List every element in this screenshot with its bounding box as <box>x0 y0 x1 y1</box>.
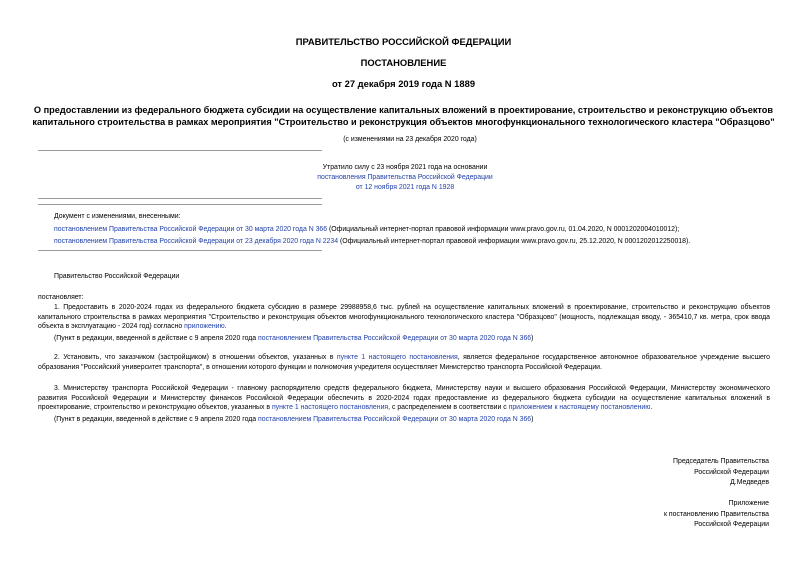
appendix-block <box>664 499 769 531</box>
divider <box>38 150 322 151</box>
divider <box>38 250 322 251</box>
revision-note: (с изменениями на 23 декабря 2020 года) <box>343 136 477 143</box>
paragraph-3-text: 3. Министерству транспорта Российской Федерации - главному распорядителю средств федерального бюджета, Министерству науки и высшего образования Российской Федерации, Министерству экономического развития Российской Федерации и Министерству финансов Российской Федерации обеспечить в 2020-2024 годах предоставление из федерального бюджета субсидии на осуществление капитальных вложений в проектирование, строительство и реконструкцию объектов, указанных в <box>38 385 770 412</box>
amendment-item <box>54 236 784 249</box>
divider <box>38 204 322 205</box>
appendix-ref: к постановлению Правительства <box>663 510 769 518</box>
edition-note <box>38 334 770 344</box>
date-number: от 27 декабря 2019 года N 1889 <box>331 78 476 89</box>
appendix-ref-2: Российской Федерации <box>694 521 769 528</box>
resolves-label: постановляет: <box>38 294 84 301</box>
edition-note-suffix: ) <box>531 416 534 423</box>
appendix-label: Приложение <box>728 500 769 507</box>
repeal-link-date[interactable]: от 12 ноября 2021 года N 1928 <box>355 184 455 191</box>
appendix-link[interactable]: приложением к настоящему постановлению <box>508 404 651 412</box>
point-1-link[interactable]: пункте 1 настоящего постановления <box>271 404 389 412</box>
edition-note-link[interactable]: постановлением Правительства Российской Федерации от 30 марта 2020 года N 366 <box>258 416 532 423</box>
edition-note <box>38 415 770 425</box>
doc-type: ПОСТАНОВЛЕНИЕ <box>360 57 447 68</box>
paragraph-1 <box>38 303 770 332</box>
amendment-link[interactable]: постановлением Правительства Российской Федерации от 30 марта 2020 года N 366 <box>54 225 328 233</box>
appendix-link[interactable]: приложению <box>184 323 225 331</box>
point-1-link[interactable]: пункте 1 настоящего постановления <box>336 354 458 361</box>
amendment-link[interactable]: постановлением Правительства Российской Федерации от 23 декабря 2020 года N 2234 <box>54 238 339 245</box>
edition-note-suffix: ) <box>531 335 534 342</box>
signature-name: Д.Медведев <box>730 479 769 486</box>
paragraph-2-text-cont: , является федеральное государственное автономное образовательное учреждение высшего образования "Российский университет транспорта", в отношении которого функции и полномочия учредителя осуществляет Министерство транспорта Российской Федерации. <box>38 354 770 371</box>
paragraph-1-text: 1. Предоставить в 2020-2024 годах из федерального бюджета субсидию в размере 29988958,6 тыс. рублей на осуществление капитальных вложений в проектирование, строительство и реконструкцию объектов капитального строительства в рамках мероприятия "Строительство и реконструкция объектов многофункционального технологического кластера "Образцово" (мощность, подлежащая вводу, - 365410,7 кв. метра, срок ввода объекта в эксплуатацию - 2024 год) согласно <box>38 304 770 331</box>
signature-position-2: Российской Федерации <box>694 468 769 476</box>
edition-note-prefix: (Пункт в редакции, введенной в действие с 9 апреля 2020 года <box>54 335 259 342</box>
signature-block <box>673 457 769 489</box>
paragraph-2 <box>38 353 770 372</box>
amendments-heading: Документ с изменениями, внесенными: <box>54 213 181 220</box>
amendment-source: (Официальный интернет-портал правовой информации www.pravo.gov.ru, 25.12.2020, N 0001202012250018). <box>338 238 691 245</box>
paragraph-2-text: 2. Установить, что заказчиком (застройщиком) в отношении объектов, указанных в <box>54 354 337 361</box>
status-block <box>200 163 610 193</box>
edition-note-prefix: (Пункт в редакции, введенной в действие с 9 апреля 2020 года <box>54 416 259 423</box>
title-line-2: капитального строительства в рамках мероприятия "Строительство и реконструкция объектов многофункционального технологического кластера "Образцово" <box>32 117 775 127</box>
amendments-block <box>54 211 784 249</box>
title-line-1: О предоставлении из федерального бюджета субсидии на осуществление капитальных вложений в проектирование, строительство и реконструкцию объектов <box>33 105 774 115</box>
paragraph-3 <box>38 384 770 413</box>
amendment-source: (Официальный интернет-портал правовой информации www.pravo.gov.ru, 01.04.2020, N 0001202004010012); <box>327 225 680 233</box>
paragraph-1-end: . <box>224 323 227 331</box>
signature-position: Председатель Правительства <box>673 458 769 465</box>
divider <box>38 198 322 199</box>
amendment-item <box>54 224 784 237</box>
government-label: Правительство Российской Федерации <box>54 273 180 280</box>
status-line: Утратило силу с 23 ноября 2021 года на основании <box>322 164 488 171</box>
paragraph-3-text-cont: , с распределением в соответствии с <box>388 404 509 412</box>
document-title <box>0 104 807 128</box>
paragraph-3-end: . <box>650 404 653 412</box>
edition-note-link[interactable]: постановлением Правительства Российской Федерации от 30 марта 2020 года N 366 <box>258 335 532 342</box>
org-name: ПРАВИТЕЛЬСТВО РОССИЙСКОЙ ФЕДЕРАЦИИ <box>295 36 512 47</box>
repeal-link[interactable]: постановления Правительства Российской Федерации <box>317 174 493 181</box>
